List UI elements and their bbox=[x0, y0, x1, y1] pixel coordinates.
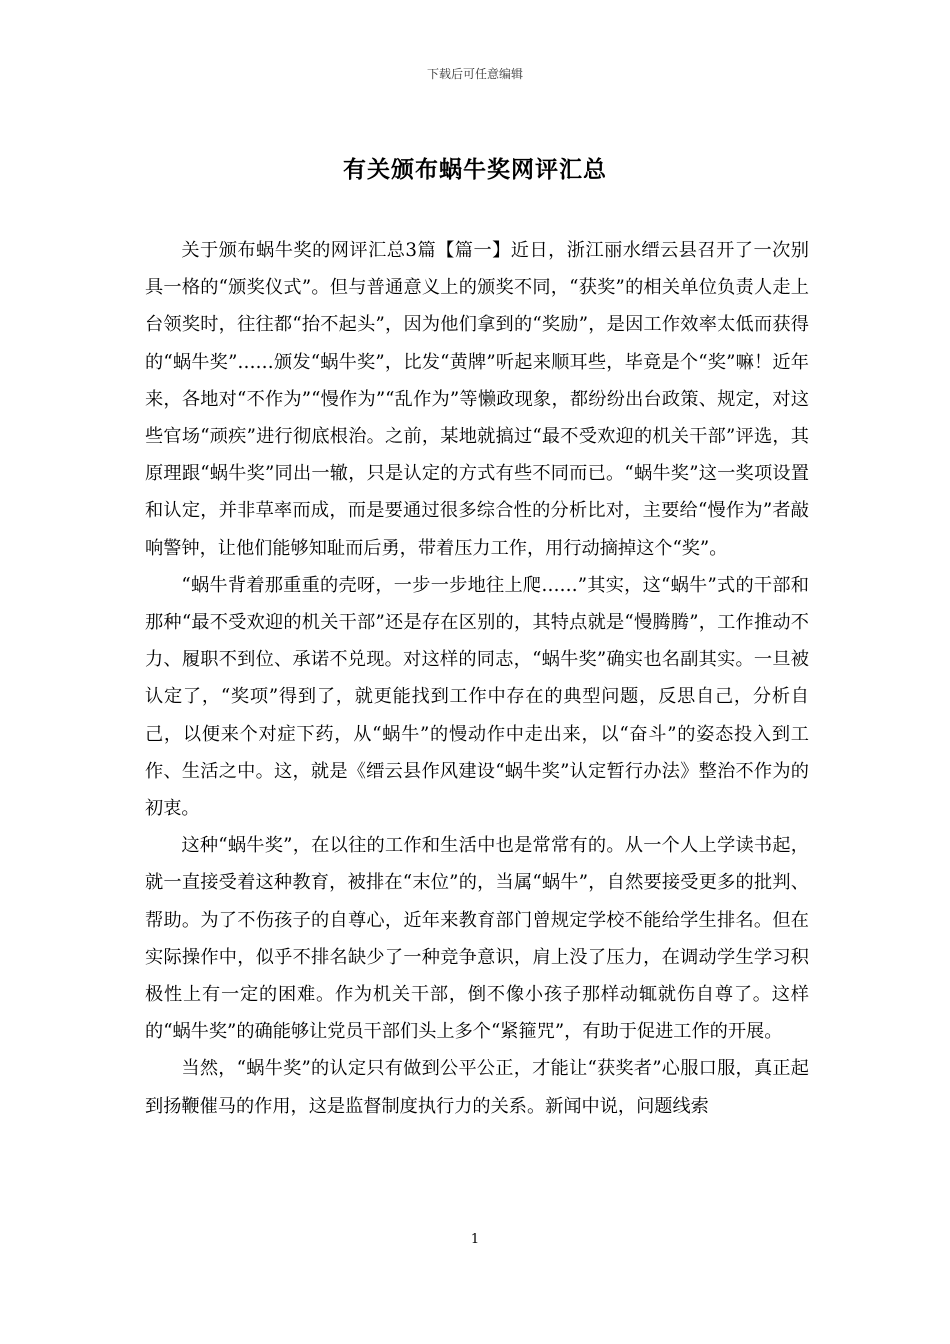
paragraph: 关于颁布蜗牛奖的网评汇总3篇【篇一】近日，浙江丽水缙云县召开了一次别具一格的“颁奖仪式”。但与普通意义上的颁奖不同，“获奖”的相关单位负责人走上台领奖时，往往都“抬不起头”，因为他们拿到的“奖励”，是因工作效率太低而获得的“蜗牛奖”……颁发“蜗牛奖”，比发“黄牌”听起来顺耳些，毕竟是个“奖”嘛！近年来，各地对“不作为”“慢作为”“乱作为”等懒政现象，都纷纷出台政策、规定，对这些官场“顽疾”进行彻底根治。之前，某地就搞过“最不受欢迎的机关干部”评选，其原理跟“蜗牛奖”同出一辙，只是认定的方式有些不同而已。“蜗牛奖”这一奖项设置和认定，并非草率而成，而是要通过很多综合性的分析比对，主要给“慢作为”者敲响警钟，让他们能够知耻而后勇，带着压力工作，用行动摘掉这个“奖”。 bbox=[145, 240, 809, 559]
paragraph: 当然，“蜗牛奖”的认定只有做到公平公正，才能让“获奖者”心服口服，真正起到扬鞭催马的作用，这是监督制度执行力的关系。新闻中说，问题线索 bbox=[145, 1058, 809, 1117]
paragraph: 这种“蜗牛奖”，在以往的工作和生活中也是常常有的。从一个人上学读书起，就一直接受着这种教育，被排在“末位”的，当属“蜗牛”，自然要接受更多的批判、帮助。为了不伤孩子的自尊心，近年来教育部门曾规定学校不能给学生排名。但在实际操作中，似乎不排名缺少了一种竞争意识，肩上没了压力，在调动学生学习积极性上有一定的困难。作为机关干部，倒不像小孩子那样动辄就伤自尊了。这样的“蜗牛奖”的确能够让党员干部们头上多个“紧箍咒”，有助于促进工作的开展。 bbox=[145, 835, 809, 1043]
document-title: 有关颁布蜗牛奖网评汇总 bbox=[343, 156, 607, 183]
page-number: 1 bbox=[470, 1232, 480, 1247]
header-note: 下载后可任意编辑 bbox=[426, 67, 523, 81]
paragraph: “蜗牛背着那重重的壳呀，一步一步地往上爬……”其实，这“蜗牛”式的干部和那种“最不受欢迎的机关干部”还是存在区别的，其特点就是“慢腾腾”，工作推动不力、履职不到位、承诺不兑现。对这样的同志，“蜗牛奖”确实也名副其实。一旦被认定了，“奖项”得到了，就更能找到工作中存在的典型问题，反思自己，分析自己，以便来个对症下药，从“蜗牛”的慢动作中走出来，以“奋斗”的姿态投入到工作、生活之中。这，就是《缙云县作风建设“蜗牛奖”认定暂行办法》整治不作为的初衷。 bbox=[145, 574, 809, 820]
document-body bbox=[145, 232, 809, 1125]
